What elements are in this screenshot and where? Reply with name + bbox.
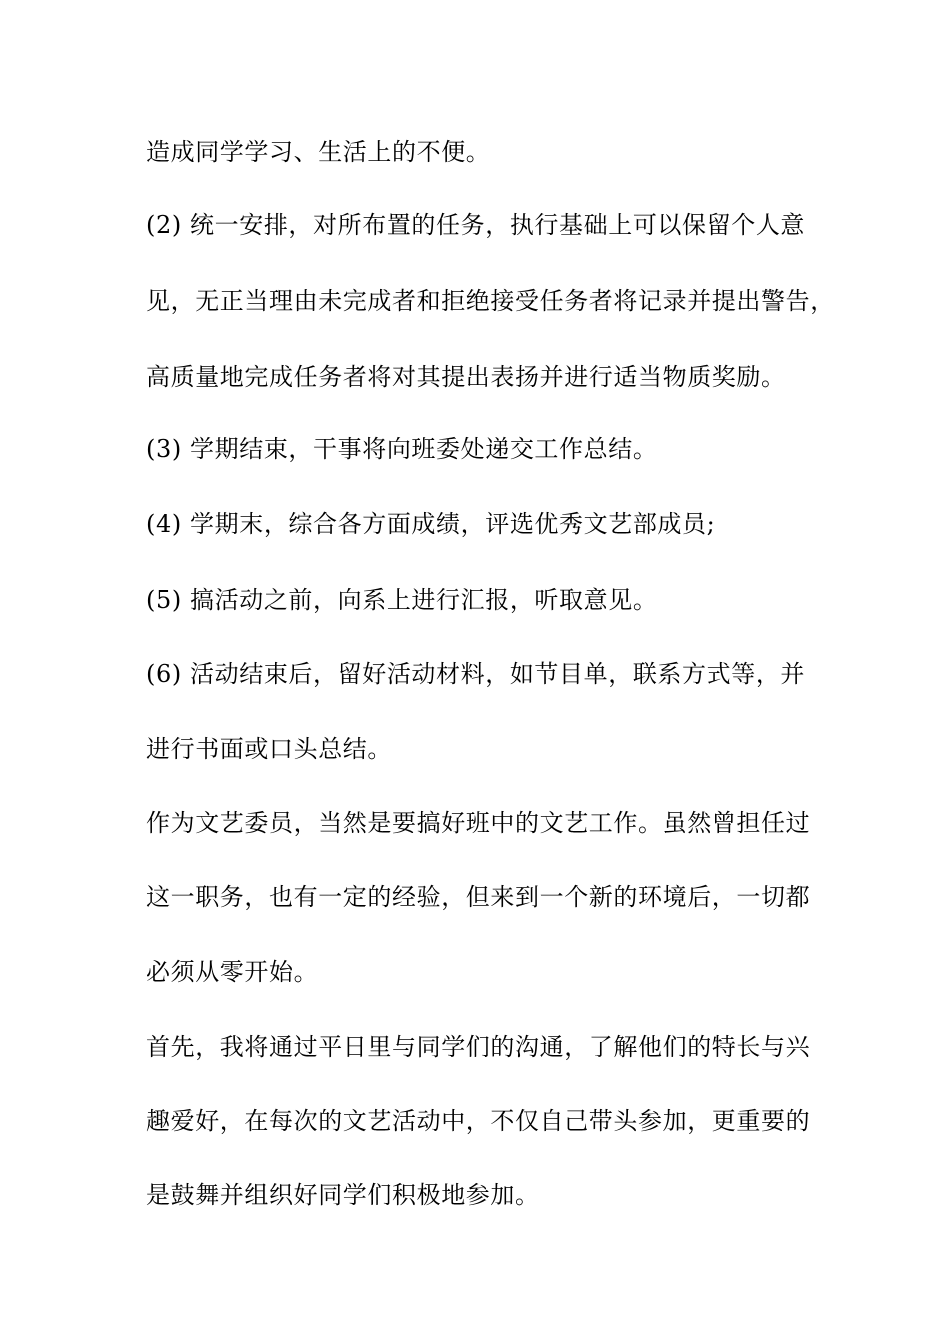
text-line: 趣爱好，在每次的文艺活动中，不仅自己带头参加，更重要的 [146,1107,811,1135]
text-line: 见，无正当理由未完成者和拒绝接受任务者将记录并提出警告， [146,287,835,315]
text-line: 首先，我将通过平日里与同学们的沟通，了解他们的特长与兴 [146,1033,811,1061]
text-line: (3) 学期结束，干事将向班委处递交工作总结。 [146,435,658,463]
text-line: 进行书面或口头总结。 [146,735,392,763]
text-line: (2) 统一安排，对所布置的任务，执行基础上可以保留个人意 [146,211,806,239]
text-line: (5) 搞活动之前，向系上进行汇报，听取意见。 [146,586,658,614]
text-line: 是鼓舞并组织好同学们积极地参加。 [146,1181,540,1209]
text-line: 造成同学学习、生活上的不便。 [146,138,491,166]
text-line: 作为文艺委员，当然是要搞好班中的文艺工作。虽然曾担任过 [146,809,811,837]
text-line: (6) 活动结束后，留好活动材料，如节目单，联系方式等，并 [146,660,806,688]
text-line: (4) 学期末，综合各方面成绩，评选优秀文艺部成员; [146,510,716,538]
text-line: 高质量地完成任务者将对其提出表扬并进行适当物质奖励。 [146,363,786,391]
text-line: 必须从零开始。 [146,958,319,986]
text-line: 这一职务，也有一定的经验，但来到一个新的环境后，一切都 [146,883,811,911]
